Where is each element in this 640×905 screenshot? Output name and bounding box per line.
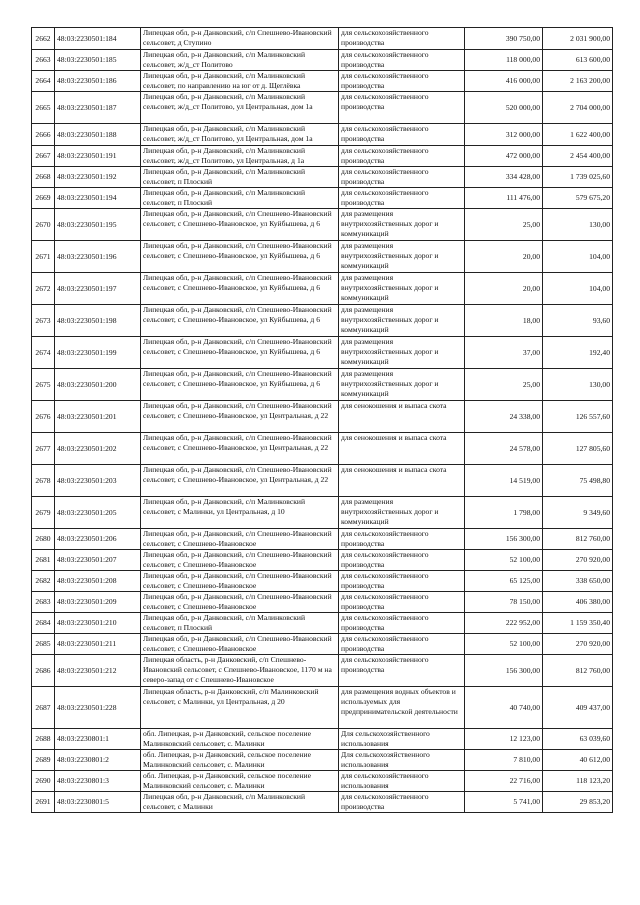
- row-number-cell: 2686: [32, 655, 55, 687]
- permitted-use-cell: для размещения внутрихозяйственных дорог и коммуникаций: [339, 241, 465, 273]
- permitted-use-cell: для размещения водных объектов и используемых для предпринимательской деятельности: [339, 687, 465, 729]
- address-cell: Липецкая обл, р-н Данковский, с/п Малинковский сельсовет, п Плоский: [141, 167, 339, 188]
- address-cell: Липецкая обл, р-н Данковский, с/п Спешнево-Ивановский сельсовет, с Спешнево-Ивановское: [141, 634, 339, 655]
- cadastral-number-cell: 48:03:2230501:188: [55, 124, 141, 146]
- cadastral-number-cell: 48:03:2230501:198: [55, 305, 141, 337]
- table-row: [32, 571, 613, 592]
- address-cell: Липецкая обл, р-н Данковский, с/п Спешнево-Ивановский сельсовет, с Спешнево-Ивановское, ул Куйбышева, д 6: [141, 273, 339, 305]
- area-cell: 20,00: [465, 241, 543, 273]
- address-cell: Липецкая обл, р-н Данковский, с/п Спешнево-Ивановский сельсовет, с Спешнево-Ивановское, ул Куйбышева, д 6: [141, 209, 339, 241]
- area-cell: 156 300,00: [465, 655, 543, 687]
- cadastral-number-cell: 48:03:2230501:211: [55, 634, 141, 655]
- address-cell: Липецкая обл, р-н Данковский, с/п Малинковский сельсовет, п Плоский: [141, 188, 339, 209]
- area-cell: 25,00: [465, 209, 543, 241]
- area-cell: 312 000,00: [465, 124, 543, 146]
- address-cell: Липецкая обл, р-н Данковский, с/п Малинковский сельсовет, п Плоский: [141, 613, 339, 634]
- area-cell: 472 000,00: [465, 146, 543, 167]
- cadastral-value-cell: 812 760,00: [543, 529, 613, 550]
- permitted-use-cell: для сенокошения и выпаса скота: [339, 465, 465, 497]
- cadastral-number-cell: 48:03:2230501:206: [55, 529, 141, 550]
- table-body: [32, 28, 613, 813]
- row-number-cell: 2663: [32, 50, 55, 71]
- area-cell: 20,00: [465, 273, 543, 305]
- permitted-use-cell: для сельскохозяйственного производства: [339, 71, 465, 92]
- cadastral-value-cell: 1 159 350,40: [543, 613, 613, 634]
- address-cell: Липецкая обл, р-н Данковский, с/п Малинковский сельсовет, ж/д_ст Политово, ул Центральная, дом 1а: [141, 124, 339, 146]
- row-number-cell: 2664: [32, 71, 55, 92]
- row-number-cell: 2675: [32, 369, 55, 401]
- table-row: [32, 209, 613, 241]
- row-number-cell: 2665: [32, 92, 55, 124]
- table-row: [32, 50, 613, 71]
- table-row: [32, 369, 613, 401]
- area-cell: 156 300,00: [465, 529, 543, 550]
- table-row: [32, 613, 613, 634]
- row-number-cell: 2685: [32, 634, 55, 655]
- permitted-use-cell: для сельскохозяйственного производства: [339, 188, 465, 209]
- address-cell: Липецкая обл, р-н Данковский, с/п Малинковский сельсовет, по направлению на юг от д. Щеглёвка: [141, 71, 339, 92]
- area-cell: 7 810,00: [465, 750, 543, 771]
- cadastral-value-cell: 130,00: [543, 369, 613, 401]
- permitted-use-cell: для сельскохозяйственного производства: [339, 50, 465, 71]
- permitted-use-cell: для сельскохозяйственного производства: [339, 167, 465, 188]
- area-cell: 78 150,00: [465, 592, 543, 613]
- cadastral-value-cell: 2 163 200,00: [543, 71, 613, 92]
- cadastral-number-cell: 48:03:2230501:228: [55, 687, 141, 729]
- address-cell: Липецкая обл, р-н Данковский, с/п Спешнево-Ивановский сельсовет, с Спешнево-Ивановское, ул Куйбышева, д 6: [141, 305, 339, 337]
- area-cell: 24 338,00: [465, 401, 543, 433]
- table-row: [32, 550, 613, 571]
- cadastral-number-cell: 48:03:2230501:185: [55, 50, 141, 71]
- permitted-use-cell: для сельскохозяйственного производства: [339, 634, 465, 655]
- area-cell: 52 100,00: [465, 550, 543, 571]
- table-row: [32, 592, 613, 613]
- row-number-cell: 2683: [32, 592, 55, 613]
- address-cell: Липецкая обл, р-н Данковский, с/п Спешнево-Ивановский сельсовет, с Спешнево-Ивановское: [141, 550, 339, 571]
- address-cell: Липецкая обл, р-н Данковский, с/п Спешнево-Ивановский сельсовет, с Спешнево-Ивановское: [141, 571, 339, 592]
- cadastral-value-cell: 127 805,60: [543, 433, 613, 465]
- table-row: [32, 28, 613, 50]
- row-number-cell: 2676: [32, 401, 55, 433]
- area-cell: 12 123,00: [465, 729, 543, 750]
- address-cell: обл. Липецкая, р-н Данковский, сельское поселение Малинковский сельсовет, с. Малинки: [141, 750, 339, 771]
- address-cell: Липецкая обл, р-н Данковский, с/п Спешнево-Ивановский сельсовет, с Спешнево-Ивановское: [141, 529, 339, 550]
- cadastral-value-cell: 40 612,00: [543, 750, 613, 771]
- cadastral-number-cell: 48:03:2230501:191: [55, 146, 141, 167]
- area-cell: 37,00: [465, 337, 543, 369]
- permitted-use-cell: для размещения внутрихозяйственных дорог и коммуникаций: [339, 497, 465, 529]
- cadastral-number-cell: 48:03:2230501:208: [55, 571, 141, 592]
- row-number-cell: 2689: [32, 750, 55, 771]
- cadastral-value-cell: 63 039,60: [543, 729, 613, 750]
- area-cell: 24 578,00: [465, 433, 543, 465]
- address-cell: Липецкая обл, р-н Данковский, с/п Спешнево-Ивановский сельсовет, с Спешнево-Ивановское, ул Центральная, д 22: [141, 465, 339, 497]
- cadastral-value-cell: 338 650,00: [543, 571, 613, 592]
- permitted-use-cell: для сельскохозяйственного производства: [339, 146, 465, 167]
- cadastral-number-cell: 48:03:2230801:1: [55, 729, 141, 750]
- area-cell: 18,00: [465, 305, 543, 337]
- table-row: [32, 687, 613, 729]
- permitted-use-cell: для сельскохозяйственного использования: [339, 771, 465, 792]
- address-cell: Липецкая обл, р-н Данковский, с/п Спешнево-Ивановский сельсовет, с Спешнево-Ивановское, ул Куйбышева, д 6: [141, 337, 339, 369]
- row-number-cell: 2679: [32, 497, 55, 529]
- cadastral-value-cell: 1 739 025,60: [543, 167, 613, 188]
- row-number-cell: 2671: [32, 241, 55, 273]
- area-cell: 22 716,00: [465, 771, 543, 792]
- table-row: [32, 655, 613, 687]
- cadastral-value-cell: 2 704 000,00: [543, 92, 613, 124]
- permitted-use-cell: для размещения внутрихозяйственных дорог и коммуникаций: [339, 305, 465, 337]
- address-cell: Липецкая обл, р-н Данковский, с/п Малинковский сельсовет, ж/д_ст Политово, ул Центральная, дом 1а: [141, 92, 339, 124]
- permitted-use-cell: для сельскохозяйственного производства: [339, 655, 465, 687]
- cadastral-value-cell: 613 600,00: [543, 50, 613, 71]
- cadastral-value-cell: 2 031 900,00: [543, 28, 613, 50]
- table-row: [32, 146, 613, 167]
- row-number-cell: 2684: [32, 613, 55, 634]
- cadastral-number-cell: 48:03:2230501:210: [55, 613, 141, 634]
- permitted-use-cell: для сельскохозяйственного производства: [339, 28, 465, 50]
- cadastral-number-cell: 48:03:2230501:212: [55, 655, 141, 687]
- table-row: [32, 729, 613, 750]
- address-cell: Липецкая обл, р-н Данковский, с/п Малинковский сельсовет, с Малинки: [141, 792, 339, 813]
- area-cell: 14 519,00: [465, 465, 543, 497]
- row-number-cell: 2678: [32, 465, 55, 497]
- cadastral-value-cell: 192,40: [543, 337, 613, 369]
- address-cell: Липецкая обл, р-н Данковский, с/п Спешнево-Ивановский сельсовет, с Спешнево-Ивановское, ул Куйбышева, д 6: [141, 241, 339, 273]
- cadastral-value-cell: 1 622 400,00: [543, 124, 613, 146]
- cadastral-number-cell: 48:03:2230801:5: [55, 792, 141, 813]
- table-row: [32, 433, 613, 465]
- table-row: [32, 273, 613, 305]
- row-number-cell: 2688: [32, 729, 55, 750]
- area-cell: 111 476,00: [465, 188, 543, 209]
- area-cell: 118 000,00: [465, 50, 543, 71]
- permitted-use-cell: для размещения внутрихозяйственных дорог и коммуникаций: [339, 209, 465, 241]
- cadastral-value-cell: 406 380,00: [543, 592, 613, 613]
- address-cell: Липецкая обл, р-н Данковский, с/п Спешнево-Ивановский сельсовет, с Спешнево-Ивановское, ул Центральная, д 22: [141, 433, 339, 465]
- permitted-use-cell: для сельскохозяйственного производства: [339, 592, 465, 613]
- cadastral-number-cell: 48:03:2230501:186: [55, 71, 141, 92]
- row-number-cell: 2669: [32, 188, 55, 209]
- table-row: [32, 750, 613, 771]
- cadastral-number-cell: 48:03:2230801:2: [55, 750, 141, 771]
- permitted-use-cell: для размещения внутрихозяйственных дорог и коммуникаций: [339, 273, 465, 305]
- permitted-use-cell: для размещения внутрихозяйственных дорог и коммуникаций: [339, 337, 465, 369]
- table-row: [32, 305, 613, 337]
- cadastral-number-cell: 48:03:2230501:187: [55, 92, 141, 124]
- area-cell: 520 000,00: [465, 92, 543, 124]
- address-cell: Липецкая обл, р-н Данковский, с/п Малинковский сельсовет, ж/д_ст Политово, ул Центральная, д 1а: [141, 146, 339, 167]
- permitted-use-cell: для сельскохозяйственного производства: [339, 550, 465, 571]
- row-number-cell: 2687: [32, 687, 55, 729]
- cadastral-value-cell: 812 760,00: [543, 655, 613, 687]
- table-row: [32, 465, 613, 497]
- permitted-use-cell: для сельскохозяйственного производства: [339, 613, 465, 634]
- cadastral-number-cell: 48:03:2230501:201: [55, 401, 141, 433]
- row-number-cell: 2670: [32, 209, 55, 241]
- permitted-use-cell: для сельскохозяйственного производства: [339, 792, 465, 813]
- permitted-use-cell: для сельскохозяйственного производства: [339, 529, 465, 550]
- address-cell: Липецкая обл, р-н Данковский, с/п Спешнево-Ивановский сельсовет, с Спешнево-Ивановское: [141, 592, 339, 613]
- address-cell: Липецкая обл, р-н Данковский, с/п Спешнево-Ивановский сельсовет, д Ступино: [141, 28, 339, 50]
- table-row: [32, 71, 613, 92]
- permitted-use-cell: для сенокошения и выпаса скота: [339, 433, 465, 465]
- cadastral-value-cell: 126 557,60: [543, 401, 613, 433]
- area-cell: 1 798,00: [465, 497, 543, 529]
- address-cell: Липецкая обл, р-н Данковский, с/п Малинковский сельсовет, с Малинки, ул Центральная, д 10: [141, 497, 339, 529]
- address-cell: Липецкая обл, р-н Данковский, с/п Спешнево-Ивановский сельсовет, с Спешнево-Ивановское, ул Куйбышева, д 6: [141, 369, 339, 401]
- cadastral-value-cell: 93,60: [543, 305, 613, 337]
- row-number-cell: 2673: [32, 305, 55, 337]
- cadastral-number-cell: 48:03:2230501:194: [55, 188, 141, 209]
- row-number-cell: 2680: [32, 529, 55, 550]
- cadastral-value-cell: 118 123,20: [543, 771, 613, 792]
- permitted-use-cell: Для сельскохозяйственного использования: [339, 729, 465, 750]
- table-row: [32, 124, 613, 146]
- cadastral-value-cell: 579 675,20: [543, 188, 613, 209]
- table-row: [32, 401, 613, 433]
- cadastral-value-cell: 104,00: [543, 273, 613, 305]
- address-cell: Липецкая область, р-н Данковский, с/п Спешнево-Ивановский сельсовет, с Спешнево-Ивановское, 1170 м на северо-запад от с Спешнево-Ивановское: [141, 655, 339, 687]
- row-number-cell: 2681: [32, 550, 55, 571]
- row-number-cell: 2690: [32, 771, 55, 792]
- row-number-cell: 2691: [32, 792, 55, 813]
- cadastral-value-cell: 104,00: [543, 241, 613, 273]
- cadastral-number-cell: 48:03:2230501:196: [55, 241, 141, 273]
- cadastral-value-cell: 2 454 400,00: [543, 146, 613, 167]
- area-cell: 334 428,00: [465, 167, 543, 188]
- row-number-cell: 2666: [32, 124, 55, 146]
- table-row: [32, 337, 613, 369]
- permitted-use-cell: Для сельскохозяйственного использования: [339, 750, 465, 771]
- cadastral-value-cell: 409 437,00: [543, 687, 613, 729]
- row-number-cell: 2682: [32, 571, 55, 592]
- table-row: [32, 792, 613, 813]
- address-cell: обл. Липецкая, р-н Данковский, сельское поселение Малинковский сельсовет, с. Малинки: [141, 729, 339, 750]
- cadastral-number-cell: 48:03:2230501:203: [55, 465, 141, 497]
- cadastral-value-cell: 270 920,00: [543, 634, 613, 655]
- address-cell: Липецкая обл, р-н Данковский, с/п Спешнево-Ивановский сельсовет, с Спешнево-Ивановское, ул Центральная, д 22: [141, 401, 339, 433]
- area-cell: 65 125,00: [465, 571, 543, 592]
- table-row: [32, 188, 613, 209]
- table-row: [32, 771, 613, 792]
- area-cell: 25,00: [465, 369, 543, 401]
- cadastral-number-cell: 48:03:2230501:197: [55, 273, 141, 305]
- table-row: [32, 241, 613, 273]
- permitted-use-cell: для сельскохозяйственного производства: [339, 124, 465, 146]
- address-cell: обл. Липецкая, р-н Данковский, сельское поселение Малинковский сельсовет, с. Малинки: [141, 771, 339, 792]
- cadastral-number-cell: 48:03:2230501:200: [55, 369, 141, 401]
- address-cell: Липецкая область, р-н Данковский, с/п Малинковский сельсовет, с Малинки, ул Центральная, д 20: [141, 687, 339, 729]
- table-row: [32, 92, 613, 124]
- table-row: [32, 497, 613, 529]
- area-cell: 222 952,00: [465, 613, 543, 634]
- land-parcels-table: [31, 27, 613, 813]
- row-number-cell: 2674: [32, 337, 55, 369]
- cadastral-number-cell: 48:03:2230501:192: [55, 167, 141, 188]
- cadastral-value-cell: 29 853,20: [543, 792, 613, 813]
- table-row: [32, 167, 613, 188]
- permitted-use-cell: для сельскохозяйственного производства: [339, 92, 465, 124]
- area-cell: 416 000,00: [465, 71, 543, 92]
- table-row: [32, 634, 613, 655]
- cadastral-number-cell: 48:03:2230501:205: [55, 497, 141, 529]
- address-cell: Липецкая обл, р-н Данковский, с/п Малинковский сельсовет, ж/д_ст Политово: [141, 50, 339, 71]
- cadastral-number-cell: 48:03:2230501:207: [55, 550, 141, 571]
- cadastral-number-cell: 48:03:2230501:202: [55, 433, 141, 465]
- area-cell: 5 741,00: [465, 792, 543, 813]
- cadastral-value-cell: 9 349,60: [543, 497, 613, 529]
- permitted-use-cell: для сенокошения и выпаса скота: [339, 401, 465, 433]
- area-cell: 40 740,00: [465, 687, 543, 729]
- cadastral-value-cell: 75 498,80: [543, 465, 613, 497]
- permitted-use-cell: для размещения внутрихозяйственных дорог и коммуникаций: [339, 369, 465, 401]
- permitted-use-cell: для сельскохозяйственного производства: [339, 571, 465, 592]
- row-number-cell: 2667: [32, 146, 55, 167]
- row-number-cell: 2677: [32, 433, 55, 465]
- cadastral-value-cell: 270 920,00: [543, 550, 613, 571]
- area-cell: 390 750,00: [465, 28, 543, 50]
- cadastral-number-cell: 48:03:2230501:199: [55, 337, 141, 369]
- cadastral-value-cell: 130,00: [543, 209, 613, 241]
- cadastral-number-cell: 48:03:2230501:209: [55, 592, 141, 613]
- row-number-cell: 2668: [32, 167, 55, 188]
- row-number-cell: 2672: [32, 273, 55, 305]
- area-cell: 52 100,00: [465, 634, 543, 655]
- cadastral-number-cell: 48:03:2230801:3: [55, 771, 141, 792]
- cadastral-number-cell: 48:03:2230501:195: [55, 209, 141, 241]
- table-row: [32, 529, 613, 550]
- row-number-cell: 2662: [32, 28, 55, 50]
- cadastral-number-cell: 48:03:2230501:184: [55, 28, 141, 50]
